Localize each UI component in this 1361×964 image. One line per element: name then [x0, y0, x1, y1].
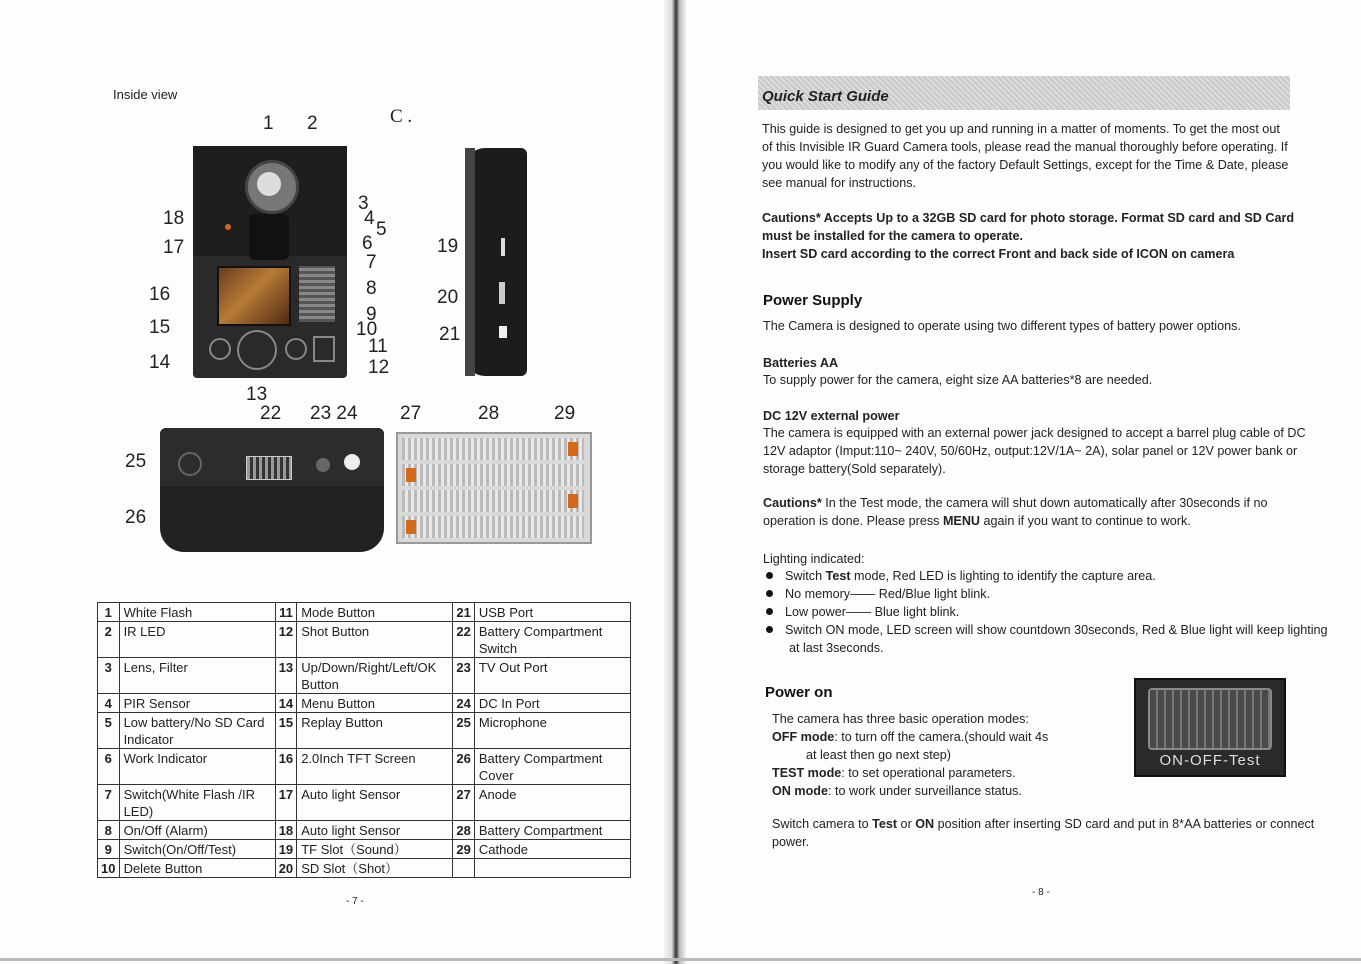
- part-label-cell: Work Indicator: [119, 749, 275, 785]
- part-label-cell: Anode: [474, 785, 630, 821]
- part-label-cell: Battery Compartment: [474, 821, 630, 840]
- batteries-text: To supply power for the camera, eight size AA batteries*8 are needed.: [763, 373, 1153, 387]
- callout-17: 17: [163, 237, 185, 258]
- bullet-icon: [766, 590, 773, 597]
- callout-23-24: 23 24: [310, 403, 358, 424]
- part-label-cell: Cathode: [474, 840, 630, 859]
- table-row: [98, 749, 631, 785]
- power-on-heading: Power on: [765, 684, 833, 701]
- part-label-cell: SD Slot（Shot）: [297, 859, 453, 878]
- tv-out-port-icon: [246, 456, 292, 480]
- switch-test: Test: [872, 817, 898, 831]
- sd-card-orientation-note: Insert SD card according to the correct Front and back side of ICON on camera: [762, 247, 1235, 261]
- callout-8: 8: [366, 278, 377, 299]
- callout-12: 12: [368, 357, 390, 378]
- switch-or: or: [897, 817, 916, 831]
- part-number-cell: 5: [98, 713, 120, 749]
- callout-18: 18: [163, 208, 185, 229]
- switch-label: ON-OFF-Test: [1159, 752, 1261, 769]
- table-row: [98, 603, 631, 622]
- part-number-cell: 16: [275, 749, 297, 785]
- dc-power-heading: DC 12V external power: [763, 409, 900, 423]
- part-label-cell: DC In Port: [474, 694, 630, 713]
- lighting-b1-b: mode, Red LED is lighting to identify the capture area.: [850, 569, 1156, 583]
- part-label-cell: Battery Compartment Cover: [474, 749, 630, 785]
- table-row: [98, 694, 631, 713]
- lighting-b1-bold: Test: [825, 569, 851, 583]
- part-number-cell: 29: [453, 840, 475, 859]
- callout-5: 5: [376, 219, 387, 240]
- part-label-cell: Menu Button: [297, 694, 453, 713]
- callout-29: 29: [554, 403, 576, 424]
- dc-power-text: The camera is equipped with an external power jack designed to accept a barrel plug cable of DC 12V adaptor (Imput:110~ 240V, 50/60Hz, output:12V/1A~ 2A), solar panel or 12V power bank or storage battery(Sold separately).: [763, 426, 1306, 476]
- lighting-bullet-memory: [766, 585, 1306, 603]
- lighting-bullet-on: [766, 621, 1335, 657]
- nav-pad-icon: [237, 330, 277, 370]
- part-number-cell: 10: [98, 859, 120, 878]
- part-number-cell: 2: [98, 622, 120, 658]
- part-label-cell: [474, 859, 630, 878]
- callout-11: 11: [368, 336, 388, 357]
- part-number-cell: 21: [453, 603, 475, 622]
- inside-view-caption: Inside view: [113, 87, 178, 102]
- part-number-cell: 1: [98, 603, 120, 622]
- test-mode-label: TEST mode: [772, 766, 842, 780]
- callout-2: 2: [307, 113, 318, 134]
- page-number-8: - 8 -: [1032, 887, 1050, 898]
- part-number-cell: 18: [275, 821, 297, 840]
- page-number-7: - 7 -: [346, 896, 364, 907]
- part-number-cell: 28: [453, 821, 475, 840]
- callout-21: 21: [439, 324, 461, 345]
- callout-6: 6: [362, 233, 373, 254]
- part-number-cell: 20: [275, 859, 297, 878]
- callout-20: 20: [437, 287, 459, 308]
- part-label-cell: Switch(On/Off/Test): [119, 840, 275, 859]
- table-row: [98, 859, 631, 878]
- part-number-cell: 23: [453, 658, 475, 694]
- part-label-cell: Lens, Filter: [119, 658, 275, 694]
- bullet-icon: [766, 608, 773, 615]
- callout-c: C .: [390, 106, 413, 127]
- book-spine: [664, 0, 686, 964]
- callout-4: 4: [364, 208, 375, 229]
- part-number-cell: 3: [98, 658, 120, 694]
- part-number-cell: 12: [275, 622, 297, 658]
- part-number-cell: 22: [453, 622, 475, 658]
- quick-start-title: Quick Start Guide: [762, 88, 889, 105]
- power-supply-heading: Power Supply: [763, 292, 863, 309]
- power-supply-text: The Camera is designed to operate using two different types of battery power options.: [763, 319, 1241, 333]
- part-number-cell: 8: [98, 821, 120, 840]
- part-label-cell: Delete Button: [119, 859, 275, 878]
- off-mode-label: OFF mode: [772, 730, 835, 744]
- part-number-cell: 26: [453, 749, 475, 785]
- parts-table: [97, 602, 631, 878]
- table-row: [98, 821, 631, 840]
- bullet-icon: [766, 626, 773, 633]
- caution-label: Cautions*: [763, 496, 822, 510]
- modes-intro: The camera has three basic operation modes:: [772, 712, 1029, 726]
- part-number-cell: 17: [275, 785, 297, 821]
- dc-in-port-icon: [344, 454, 360, 470]
- callout-15: 15: [149, 317, 171, 338]
- callout-19: 19: [437, 236, 459, 257]
- callout-7: 7: [366, 252, 377, 273]
- intro-paragraph: This guide is designed to get you up and running in a matter of moments. To get the most out of this Invisible IR Guard Camera tools, please read the manual thoroughly before operating. If you would like to modify any of the factory Default Settings, except for the Time & Date, please see manual for instructions.: [762, 122, 1289, 190]
- test-mode-text: : to set operational parameters.: [841, 766, 1016, 780]
- callout-9: 9: [366, 304, 377, 325]
- callout-16: 16: [149, 284, 171, 305]
- part-label-cell: TF Slot（Sound）: [297, 840, 453, 859]
- callout-13: 13: [246, 384, 268, 405]
- part-label-cell: Mode Button: [297, 603, 453, 622]
- caution-text-b: again if you want to continue to work.: [980, 514, 1191, 528]
- on-mode-text: : to work under surveillance status.: [827, 784, 1022, 798]
- table-row: [98, 785, 631, 821]
- test-mode-caution: [763, 494, 1311, 530]
- part-number-cell: 24: [453, 694, 475, 713]
- callout-1: 1: [263, 113, 274, 134]
- part-label-cell: Auto light Sensor: [297, 785, 453, 821]
- off-mode-text: : to turn off the camera.(should wait 4s: [834, 730, 1049, 744]
- callout-14: 14: [149, 352, 171, 373]
- part-label-cell: Switch(White Flash /IR LED): [119, 785, 275, 821]
- part-label-cell: Microphone: [474, 713, 630, 749]
- lighting-b2: No memory—— Red/Blue light blink.: [785, 587, 991, 601]
- lighting-b3: Low power—— Blue light blink.: [785, 605, 960, 619]
- part-label-cell: IR LED: [119, 622, 275, 658]
- callout-28: 28: [478, 403, 500, 424]
- part-number-cell: 27: [453, 785, 475, 821]
- part-label-cell: Up/Down/Right/Left/OK Button: [297, 658, 453, 694]
- lighting-b1-a: Switch: [785, 569, 826, 583]
- part-label-cell: Replay Button: [297, 713, 453, 749]
- part-number-cell: 13: [275, 658, 297, 694]
- tft-screen-image: [217, 266, 291, 326]
- switch-on: ON: [915, 817, 935, 831]
- on-off-test-switch-image: [1134, 678, 1286, 777]
- switch-b: position after inserting SD card and put in 8*AA batteries or connect power.: [772, 817, 1315, 849]
- part-number-cell: [453, 859, 475, 878]
- callout-26: 26: [125, 507, 147, 528]
- lighting-b4: Switch ON mode, LED screen will show countdown 30seconds, Red & Blue light will keep lighting at last 3seconds.: [785, 623, 1328, 655]
- on-mode-line: [772, 782, 1022, 800]
- part-number-cell: 25: [453, 713, 475, 749]
- part-number-cell: 15: [275, 713, 297, 749]
- table-row: [98, 658, 631, 694]
- test-mode-line: [772, 764, 1016, 782]
- part-label-cell: Shot Button: [297, 622, 453, 658]
- callout-25: 25: [125, 451, 147, 472]
- microphone-icon: [178, 452, 202, 476]
- caution-text-a: In the Test mode, the camera will shut down automatically after 30seconds if no operation is done. Please press: [763, 496, 1268, 528]
- part-number-cell: 6: [98, 749, 120, 785]
- part-number-cell: 19: [275, 840, 297, 859]
- part-label-cell: Auto light Sensor: [297, 821, 453, 840]
- callout-3: 3: [358, 193, 369, 214]
- part-label-cell: USB Port: [474, 603, 630, 622]
- lighting-bullet-power: [766, 603, 1306, 621]
- batteries-heading: Batteries AA: [763, 356, 839, 370]
- part-label-cell: On/Off (Alarm): [119, 821, 275, 840]
- part-number-cell: 4: [98, 694, 120, 713]
- switch-a: Switch camera to: [772, 817, 873, 831]
- switch-instruction: [772, 815, 1317, 851]
- callout-27: 27: [400, 403, 422, 424]
- part-label-cell: 2.0Inch TFT Screen: [297, 749, 453, 785]
- part-label-cell: TV Out Port: [474, 658, 630, 694]
- camera-bottom-image: [160, 428, 384, 552]
- part-number-cell: 11: [275, 603, 297, 622]
- part-number-cell: 14: [275, 694, 297, 713]
- caution-menu: MENU: [942, 514, 981, 528]
- lighting-bullet-test: [766, 567, 1306, 585]
- off-mode-continuation: at least then go next step): [806, 748, 951, 762]
- part-label-cell: PIR Sensor: [119, 694, 275, 713]
- part-number-cell: 7: [98, 785, 120, 821]
- off-mode-line: [772, 728, 1092, 746]
- camera-front-image: [193, 146, 347, 378]
- lighting-heading: Lighting indicated:: [763, 552, 865, 566]
- battery-tray-image: [396, 432, 592, 544]
- camera-side-image: [465, 148, 527, 376]
- table-row: [98, 840, 631, 859]
- part-label-cell: Battery Compartment Switch: [474, 622, 630, 658]
- table-row: [98, 713, 631, 749]
- bullet-icon: [766, 572, 773, 579]
- table-row: [98, 622, 631, 658]
- lens-icon: [249, 214, 289, 260]
- part-number-cell: 9: [98, 840, 120, 859]
- part-label-cell: White Flash: [119, 603, 275, 622]
- callout-22: 22: [260, 403, 282, 424]
- part-label-cell: Low battery/No SD Card Indicator: [119, 713, 275, 749]
- on-mode-label: ON mode: [772, 784, 828, 798]
- sd-card-caution: Cautions* Accepts Up to a 32GB SD card for photo storage. Format SD card and SD Card must be installed for the camera to operate.: [762, 211, 1295, 243]
- page-bottom-edge: [0, 958, 1361, 961]
- callout-10: 10: [356, 319, 378, 340]
